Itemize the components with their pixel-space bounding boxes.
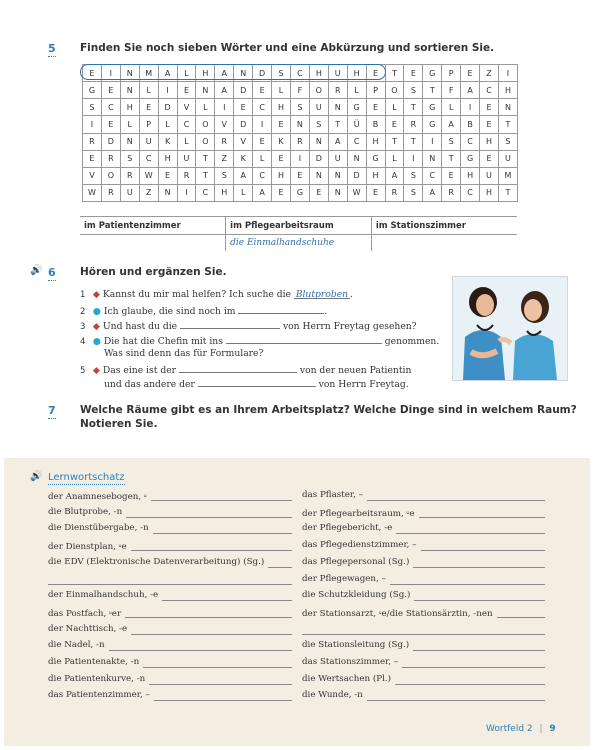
grid-cell[interactable]: S bbox=[83, 99, 102, 116]
grid-cell[interactable]: A bbox=[215, 65, 234, 82]
grid-cell[interactable]: U bbox=[139, 133, 158, 150]
grid-cell[interactable]: C bbox=[480, 82, 499, 99]
grid-cell[interactable]: K bbox=[234, 150, 253, 167]
grid-cell[interactable]: R bbox=[442, 184, 461, 201]
grid-cell[interactable]: A bbox=[215, 82, 234, 99]
vocab-translation-line[interactable] bbox=[268, 567, 292, 568]
page-footer bbox=[486, 724, 556, 734]
grid-cell[interactable]: S bbox=[404, 184, 423, 201]
grid-cell[interactable]: A bbox=[234, 167, 253, 184]
vocab-term: die EDV (Elektronische Datenverarbeitung) (Sg.) bbox=[48, 556, 265, 567]
grid-cell[interactable]: D bbox=[347, 167, 366, 184]
grid-cell[interactable]: R bbox=[404, 116, 423, 133]
grid-cell[interactable]: L bbox=[120, 116, 139, 133]
grid-cell[interactable]: I bbox=[177, 184, 196, 201]
grid-cell[interactable]: N bbox=[158, 184, 177, 201]
vocab-term: das Stationszimmer, – bbox=[302, 657, 399, 667]
grid-cell[interactable]: I bbox=[158, 82, 177, 99]
grid-cell[interactable]: R bbox=[290, 133, 309, 150]
grid-cell[interactable]: E bbox=[158, 167, 177, 184]
speaker-a-icon: ◆ bbox=[92, 365, 100, 376]
vocab-term: die Wunde, -n bbox=[302, 690, 363, 701]
vocab-term: die Nadel, -n bbox=[48, 640, 105, 651]
grid-cell[interactable]: N bbox=[498, 99, 517, 116]
grid-cell[interactable]: H bbox=[480, 184, 499, 201]
grid-cell[interactable]: E bbox=[234, 99, 253, 116]
grid-cell[interactable]: S bbox=[404, 82, 423, 99]
footer-separator: | bbox=[539, 724, 543, 734]
grid-cell[interactable]: E bbox=[83, 150, 102, 167]
vocab-term: das Patientenzimmer, – bbox=[48, 690, 150, 701]
grid-cell[interactable]: N bbox=[120, 82, 139, 99]
grid-cell[interactable]: Ü bbox=[347, 116, 366, 133]
grid-cell[interactable]: R bbox=[120, 167, 139, 184]
grid-cell[interactable]: P bbox=[139, 116, 158, 133]
grid-cell[interactable]: G bbox=[423, 99, 442, 116]
dialog-line-3: 3 ◆ Und hast du die von Herrn Freytag gesehen? bbox=[80, 321, 417, 332]
grid-cell[interactable]: D bbox=[234, 82, 253, 99]
grid-cell[interactable]: Z bbox=[480, 65, 499, 82]
room-answer-stationszimmer[interactable] bbox=[371, 235, 517, 252]
grid-cell[interactable]: A bbox=[158, 65, 177, 82]
vocab-term: der Pflegebericht, -e bbox=[302, 523, 393, 534]
grid-cell[interactable]: H bbox=[196, 65, 215, 82]
grid-row bbox=[83, 116, 518, 133]
vocab-term: das Pflegepersonal (Sg.) bbox=[302, 556, 410, 567]
grid-cell[interactable]: I bbox=[215, 99, 234, 116]
exercise-7-title-line2: Notieren Sie. bbox=[80, 418, 158, 430]
grid-cell[interactable]: Z bbox=[139, 184, 158, 201]
lernwortschatz-heading: Lernwortschatz bbox=[48, 472, 125, 483]
vocab-term: die Patientenkurve, -n bbox=[48, 673, 146, 684]
room-header-stationszimmer: im Stationszimmer bbox=[371, 217, 517, 235]
grid-cell[interactable]: E bbox=[253, 133, 272, 150]
grid-cell[interactable]: S bbox=[442, 133, 461, 150]
grid-cell[interactable]: U bbox=[328, 150, 347, 167]
grid-cell[interactable]: U bbox=[309, 99, 328, 116]
vocab-translation-line[interactable] bbox=[396, 533, 545, 534]
grid-cell[interactable]: O bbox=[196, 116, 215, 133]
grid-cell[interactable]: E bbox=[442, 167, 461, 184]
dialog-line-1: 1 ◆ Kannst du mir mal helfen? Ich suche die Blutproben . bbox=[80, 289, 353, 300]
grid-cell[interactable]: N bbox=[196, 82, 215, 99]
grid-cell[interactable]: H bbox=[366, 133, 385, 150]
grid-cell[interactable]: N bbox=[347, 150, 366, 167]
vocab-term: die Stationsleitung (Sg.) bbox=[302, 640, 410, 651]
room-sort-table bbox=[80, 216, 517, 251]
grid-row bbox=[83, 150, 518, 167]
grid-cell[interactable]: R bbox=[328, 82, 347, 99]
grid-cell[interactable]: I bbox=[498, 65, 517, 82]
grid-cell[interactable]: E bbox=[272, 150, 291, 167]
grid-cell[interactable]: R bbox=[177, 167, 196, 184]
grid-cell[interactable]: H bbox=[480, 133, 499, 150]
grid-cell[interactable]: U bbox=[328, 65, 347, 82]
audio-speaker-icon[interactable]: 🔊 bbox=[30, 265, 43, 276]
grid-cell[interactable]: D bbox=[158, 99, 177, 116]
grid-cell[interactable]: I bbox=[290, 150, 309, 167]
grid-cell[interactable]: G bbox=[83, 82, 102, 99]
answer-blutproben[interactable]: Blutproben bbox=[295, 289, 349, 300]
grid-cell[interactable]: L bbox=[234, 184, 253, 201]
grid-cell[interactable]: L bbox=[139, 82, 158, 99]
grid-cell[interactable]: E bbox=[177, 82, 196, 99]
grid-cell[interactable]: N bbox=[290, 116, 309, 133]
grid-cell[interactable]: C bbox=[423, 167, 442, 184]
grid-cell[interactable]: S bbox=[290, 99, 309, 116]
grid-cell[interactable]: A bbox=[442, 116, 461, 133]
grid-cell[interactable]: E bbox=[480, 150, 499, 167]
vocab-term: der Dienstplan, ⸚e bbox=[48, 542, 127, 553]
grid-cell[interactable]: N bbox=[120, 133, 139, 150]
vocab-translation-line[interactable] bbox=[143, 667, 292, 668]
vocab-term: die Blutprobe, -n bbox=[48, 506, 123, 517]
grid-cell[interactable]: P bbox=[366, 82, 385, 99]
blank-4[interactable] bbox=[226, 334, 382, 344]
grid-cell[interactable]: I bbox=[423, 133, 442, 150]
room-header-pflegearbeitsraum: im Pflegearbeitsraum bbox=[226, 217, 372, 235]
vocab-translation-line[interactable] bbox=[497, 617, 545, 618]
grid-cell[interactable]: I bbox=[253, 116, 272, 133]
grid-cell[interactable]: C bbox=[101, 99, 120, 116]
dialog-line-4: 4 ● Die hat die Chefin mit ins genommen. bbox=[80, 336, 440, 347]
vocab-translation-line[interactable] bbox=[302, 634, 545, 635]
grid-cell[interactable]: O bbox=[196, 133, 215, 150]
grid-cell[interactable]: P bbox=[442, 65, 461, 82]
dialog-line-4-cont: Was sind denn das für Formulare? bbox=[104, 348, 264, 359]
grid-cell[interactable]: E bbox=[101, 82, 120, 99]
grid-cell[interactable]: S bbox=[309, 116, 328, 133]
grid-row bbox=[83, 133, 518, 150]
dialog-line-2: 2 ● Ich glaube, die sind noch im . bbox=[80, 306, 328, 317]
vocab-translation-line[interactable] bbox=[413, 650, 545, 651]
grid-cell[interactable]: A bbox=[461, 82, 480, 99]
vocab-term: das Postfach, ⸚er bbox=[48, 608, 122, 619]
grid-cell[interactable]: S bbox=[404, 167, 423, 184]
grid-cell[interactable]: F bbox=[290, 82, 309, 99]
vocab-term: die Dienstübergabe, -n bbox=[48, 523, 149, 534]
vocab-translation-line[interactable] bbox=[48, 584, 292, 585]
grid-cell[interactable]: S bbox=[272, 65, 291, 82]
grid-cell[interactable]: C bbox=[196, 184, 215, 201]
vocab-translation-line[interactable] bbox=[395, 684, 545, 685]
grid-cell[interactable]: E bbox=[366, 184, 385, 201]
grid-row bbox=[83, 99, 518, 116]
grid-cell[interactable]: I bbox=[101, 65, 120, 82]
grid-cell[interactable]: L bbox=[385, 150, 404, 167]
grid-cell[interactable]: L bbox=[177, 133, 196, 150]
grid-cell[interactable]: N bbox=[328, 184, 347, 201]
room-answer-patientenzimmer[interactable] bbox=[80, 235, 226, 252]
grid-cell[interactable]: E bbox=[83, 65, 102, 82]
grid-cell[interactable]: O bbox=[101, 167, 120, 184]
grid-cell[interactable]: H bbox=[347, 65, 366, 82]
grid-cell[interactable]: V bbox=[215, 116, 234, 133]
grid-cell[interactable]: G bbox=[347, 99, 366, 116]
grid-cell[interactable]: E bbox=[366, 99, 385, 116]
exercise-6-number: 6 bbox=[48, 266, 56, 279]
grid-cell[interactable]: E bbox=[139, 99, 158, 116]
grid-cell[interactable]: H bbox=[158, 150, 177, 167]
vocab-term: der Einmalhandschuh, -e bbox=[48, 590, 159, 601]
vocab-translation-line[interactable] bbox=[131, 634, 292, 635]
grid-cell[interactable]: E bbox=[272, 184, 291, 201]
grid-cell[interactable]: T bbox=[404, 99, 423, 116]
grid-cell[interactable]: N bbox=[309, 167, 328, 184]
exercise-6-title: Hören und ergänzen Sie. bbox=[80, 266, 227, 278]
grid-cell[interactable]: C bbox=[253, 167, 272, 184]
grid-cell[interactable]: D bbox=[234, 116, 253, 133]
grid-cell[interactable]: E bbox=[272, 116, 291, 133]
grid-cell[interactable]: E bbox=[480, 99, 499, 116]
grid-cell[interactable]: K bbox=[272, 133, 291, 150]
vocab-translation-line[interactable] bbox=[153, 533, 292, 534]
grid-cell[interactable]: S bbox=[120, 150, 139, 167]
grid-cell[interactable]: L bbox=[347, 82, 366, 99]
grid-cell[interactable]: E bbox=[480, 116, 499, 133]
grid-cell[interactable]: H bbox=[309, 65, 328, 82]
grid-cell[interactable]: N bbox=[328, 99, 347, 116]
grid-cell[interactable]: S bbox=[498, 133, 517, 150]
vocab-term: der Pflegearbeitsraum, ⸚e bbox=[302, 508, 415, 519]
grid-cell[interactable]: C bbox=[177, 116, 196, 133]
vocab-translation-line[interactable] bbox=[390, 584, 545, 585]
grid-cell[interactable]: E bbox=[385, 116, 404, 133]
grid-cell[interactable]: U bbox=[480, 167, 499, 184]
grid-cell[interactable]: L bbox=[158, 116, 177, 133]
grid-cell[interactable]: N bbox=[328, 167, 347, 184]
grid-cell[interactable]: W bbox=[139, 167, 158, 184]
audio-speaker-icon[interactable]: 🔊 bbox=[30, 471, 43, 482]
grid-cell[interactable]: T bbox=[196, 150, 215, 167]
vocab-translation-line[interactable] bbox=[367, 500, 545, 501]
grid-cell[interactable]: E bbox=[253, 82, 272, 99]
exercise-7-title-line1: Welche Räume gibt es an Ihrem Arbeitsplatz? Welche Dinge sind in welchem Raum? bbox=[80, 404, 577, 416]
grid-cell[interactable]: T bbox=[385, 133, 404, 150]
nurses-photo bbox=[452, 276, 568, 381]
grid-cell[interactable]: H bbox=[272, 99, 291, 116]
blank-5b[interactable] bbox=[198, 377, 316, 387]
grid-cell[interactable]: A bbox=[328, 133, 347, 150]
vocab-translation-line[interactable] bbox=[421, 550, 545, 551]
grid-cell[interactable]: N bbox=[309, 133, 328, 150]
grid-cell[interactable]: C bbox=[253, 99, 272, 116]
word-search-grid bbox=[82, 64, 518, 202]
exercise-5-number: 5 bbox=[48, 42, 56, 55]
speaker-b-icon: ● bbox=[92, 336, 101, 347]
grid-cell[interactable]: I bbox=[404, 150, 423, 167]
vocab-translation-line[interactable] bbox=[419, 517, 545, 518]
vocab-term: das Pflaster, – bbox=[302, 490, 363, 500]
found-word-highlight bbox=[80, 64, 386, 80]
grid-cell[interactable]: V bbox=[83, 167, 102, 184]
grid-cell[interactable]: T bbox=[404, 133, 423, 150]
grid-cell[interactable]: D bbox=[101, 133, 120, 150]
blank-3[interactable] bbox=[180, 319, 280, 329]
grid-cell[interactable]: U bbox=[498, 150, 517, 167]
grid-row bbox=[83, 82, 518, 99]
dialog-line-5: 5 ◆ Das eine ist der von der neuen Patientin bbox=[80, 365, 412, 376]
grid-cell[interactable]: G bbox=[366, 150, 385, 167]
vocab-term: das Pflegedienstzimmer, – bbox=[302, 540, 417, 551]
vocab-translation-line[interactable] bbox=[414, 600, 545, 601]
grid-cell[interactable]: C bbox=[461, 133, 480, 150]
grid-cell[interactable]: B bbox=[366, 116, 385, 133]
page-number: 9 bbox=[549, 724, 556, 734]
speaker-a-icon: ◆ bbox=[92, 289, 100, 300]
grid-cell[interactable]: S bbox=[215, 167, 234, 184]
grid-cell[interactable]: E bbox=[461, 65, 480, 82]
footer-section: Wortfeld 2 bbox=[486, 724, 533, 734]
vocab-translation-line[interactable] bbox=[402, 667, 545, 668]
grid-cell[interactable]: B bbox=[461, 116, 480, 133]
grid-cell[interactable]: A bbox=[423, 184, 442, 201]
speaker-b-icon: ● bbox=[92, 306, 101, 317]
grid-cell[interactable]: G bbox=[290, 184, 309, 201]
vocab-translation-line[interactable] bbox=[126, 517, 292, 518]
grid-cell[interactable]: U bbox=[177, 150, 196, 167]
grid-cell[interactable]: I bbox=[83, 116, 102, 133]
grid-cell[interactable]: T bbox=[498, 116, 517, 133]
grid-cell[interactable]: R bbox=[101, 150, 120, 167]
vocab-term: die Schutzkleidung (Sg.) bbox=[302, 590, 411, 601]
grid-cell[interactable]: G bbox=[423, 65, 442, 82]
grid-cell[interactable]: Z bbox=[215, 150, 234, 167]
grid-cell[interactable]: G bbox=[461, 150, 480, 167]
grid-cell[interactable]: A bbox=[253, 184, 272, 201]
grid-cell[interactable]: N bbox=[423, 150, 442, 167]
blank-5a[interactable] bbox=[179, 363, 297, 373]
room-header-patientenzimmer: im Patientenzimmer bbox=[80, 217, 226, 235]
grid-cell[interactable]: M bbox=[498, 167, 517, 184]
vocab-term: die Wertsachen (Pl.) bbox=[302, 673, 392, 684]
vocab-translation-line[interactable] bbox=[154, 700, 292, 701]
grid-cell[interactable]: E bbox=[404, 65, 423, 82]
grid-cell[interactable]: E bbox=[290, 167, 309, 184]
grid-cell[interactable]: T bbox=[328, 116, 347, 133]
blank-2[interactable] bbox=[238, 304, 324, 314]
vocab-translation-line[interactable] bbox=[367, 700, 545, 701]
grid-cell[interactable]: E bbox=[309, 184, 328, 201]
grid-cell[interactable]: N bbox=[234, 65, 253, 82]
room-answer-pflegearbeitsraum[interactable]: die Einmalhandschuhe bbox=[226, 235, 372, 252]
grid-cell[interactable]: E bbox=[101, 116, 120, 133]
vocab-translation-line[interactable] bbox=[413, 567, 545, 568]
grid-cell[interactable]: V bbox=[234, 133, 253, 150]
grid-cell[interactable]: K bbox=[158, 133, 177, 150]
vocab-translation-line[interactable] bbox=[109, 650, 292, 651]
grid-cell[interactable]: R bbox=[215, 133, 234, 150]
grid-cell[interactable]: L bbox=[272, 82, 291, 99]
vocab-term: die Patientenakte, -n bbox=[48, 657, 140, 667]
grid-cell[interactable]: W bbox=[83, 184, 102, 201]
grid-cell[interactable]: U bbox=[120, 184, 139, 201]
grid-cell[interactable]: C bbox=[139, 150, 158, 167]
grid-cell[interactable]: L bbox=[253, 150, 272, 167]
vocab-term: der Pflegewagen, – bbox=[302, 573, 386, 584]
grid-cell[interactable]: C bbox=[347, 133, 366, 150]
grid-cell[interactable]: D bbox=[309, 150, 328, 167]
grid-cell[interactable]: L bbox=[442, 99, 461, 116]
grid-cell[interactable]: H bbox=[272, 167, 291, 184]
grid-cell[interactable]: C bbox=[290, 65, 309, 82]
speaker-a-icon: ◆ bbox=[92, 321, 100, 332]
grid-row bbox=[83, 167, 518, 184]
grid-cell[interactable]: O bbox=[385, 82, 404, 99]
grid-cell[interactable]: R bbox=[101, 184, 120, 201]
grid-cell[interactable]: F bbox=[442, 82, 461, 99]
grid-cell[interactable]: L bbox=[177, 65, 196, 82]
grid-cell[interactable]: D bbox=[253, 65, 272, 82]
grid-cell[interactable]: T bbox=[442, 150, 461, 167]
grid-cell[interactable]: G bbox=[423, 116, 442, 133]
grid-cell[interactable]: M bbox=[139, 65, 158, 82]
vocab-term: der Stationsarzt, ⸚e/die Stationsärztin, -nen bbox=[302, 608, 493, 619]
grid-cell[interactable]: I bbox=[461, 99, 480, 116]
grid-cell[interactable]: O bbox=[309, 82, 328, 99]
grid-row bbox=[83, 184, 518, 201]
vocab-translation-line[interactable] bbox=[149, 684, 292, 685]
grid-cell[interactable]: T bbox=[423, 82, 442, 99]
grid-cell[interactable]: T bbox=[498, 184, 517, 201]
vocab-translation-line[interactable] bbox=[125, 617, 292, 618]
vocab-term: der Anamnesebogen, ⸚ bbox=[48, 492, 147, 502]
vocab-translation-line[interactable] bbox=[151, 500, 292, 501]
grid-cell[interactable]: R bbox=[83, 133, 102, 150]
vocab-translation-line[interactable] bbox=[131, 550, 292, 551]
grid-cell[interactable]: A bbox=[385, 167, 404, 184]
grid-cell[interactable]: E bbox=[366, 65, 385, 82]
grid-cell[interactable]: H bbox=[120, 99, 139, 116]
grid-cell[interactable]: R bbox=[385, 184, 404, 201]
grid-cell[interactable]: V bbox=[177, 99, 196, 116]
dialog-line-5-cont: und das andere der von Herrn Freytag. bbox=[104, 379, 409, 390]
grid-cell[interactable]: T bbox=[385, 65, 404, 82]
grid-cell[interactable]: H bbox=[498, 82, 517, 99]
exercise-7-number: 7 bbox=[48, 404, 56, 417]
grid-cell[interactable]: H bbox=[215, 184, 234, 201]
grid-cell[interactable]: L bbox=[385, 99, 404, 116]
exercise-5-title: Finden Sie noch sieben Wörter und eine Abkürzung und sortieren Sie. bbox=[80, 42, 495, 54]
grid-cell[interactable]: T bbox=[196, 167, 215, 184]
vocab-translation-line[interactable] bbox=[162, 600, 292, 601]
grid-cell[interactable]: C bbox=[461, 184, 480, 201]
grid-cell[interactable]: W bbox=[347, 184, 366, 201]
grid-cell[interactable]: L bbox=[196, 99, 215, 116]
vocab-term: der Nachttisch, -e bbox=[48, 623, 128, 634]
grid-cell[interactable]: N bbox=[120, 65, 139, 82]
grid-cell[interactable]: H bbox=[366, 167, 385, 184]
grid-cell[interactable]: H bbox=[461, 167, 480, 184]
